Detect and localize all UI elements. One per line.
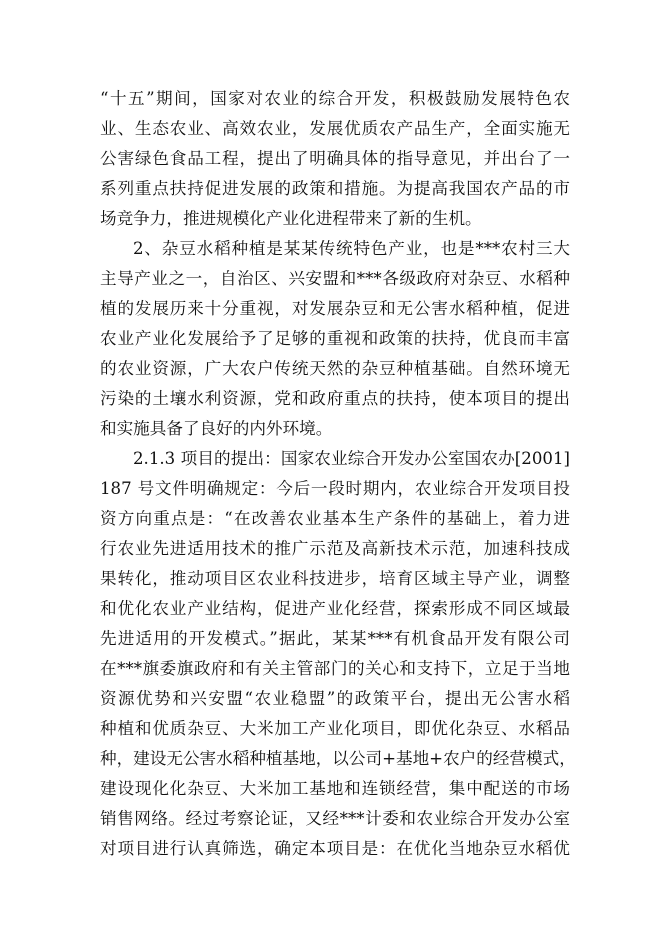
text-line: 和优化农业产业结构，促进产业化经营，探索形成不同区域最 xyxy=(100,599,570,618)
text-line: 污染的土壤水利资源，党和政府重点的扶持，使本项目的提出 xyxy=(100,389,570,408)
body-text xyxy=(100,84,576,864)
text-line: 在***旗委旗政府和有关主管部门的关心和支持下，立足于当地 xyxy=(100,659,570,678)
text-line: 2、杂豆水稻种植是某某传统特色产业，也是***农村三大 xyxy=(133,239,570,258)
text-line: 种植和优质杂豆、大米加工产业化项目，即优化杂豆、水稻品 xyxy=(100,719,570,738)
text-line: 果转化，推动项目区农业科技进步，培育区域主导产业，调整 xyxy=(100,569,570,588)
text-line: 销售网络。经过考察论证，又经***计委和农业综合开发办公室 xyxy=(100,809,570,828)
text-line: 2.1.3 项目的提出：国家农业综合开发办公室国农办[2001] xyxy=(133,449,570,468)
text-line: 资源优势和兴安盟“农业稳盟”的政策平台，提出无公害水稻 xyxy=(100,689,570,708)
text-line: 农业产业化发展给予了足够的重视和政策的扶持，优良而丰富 xyxy=(100,329,570,348)
text-line: 场竞争力，推进规模化产业化进程带来了新的生机。 xyxy=(100,209,482,228)
text-line: 种，建设无公害水稻种植基地，以公司+基地+农户的经营模式， xyxy=(100,749,576,768)
text-line: 行农业先进适用技术的推广示范及高新技术示范，加速科技成 xyxy=(100,539,570,558)
text-line: 和实施具备了良好的内外环境。 xyxy=(100,419,333,438)
text-line: 主导产业之一，自治区、兴安盟和***各级政府对杂豆、水稻种 xyxy=(100,269,570,288)
text-line: “十五”期间，国家对农业的综合开发，积极鼓励发展特色农 xyxy=(100,89,570,108)
text-line: 资方向重点是：“在改善农业基本生产条件的基础上，着力进 xyxy=(100,509,570,528)
text-line: 植的发展历来十分重视，对发展杂豆和无公害水稻种植，促进 xyxy=(100,299,570,318)
text-line: 对项目进行认真筛选，确定本项目是：在优化当地杂豆水稻优 xyxy=(100,839,570,858)
text-line: 187 号文件明确规定：今后一段时期内，农业综合开发项目投 xyxy=(100,479,570,498)
text-line: 先进适用的开发模式。”据此，某某***有机食品开发有限公司 xyxy=(100,629,570,648)
text-line: 系列重点扶持促进发展的政策和措施。为提高我国农产品的市 xyxy=(100,179,570,198)
text-line: 建设现化化杂豆、大米加工基地和连锁经营，集中配送的市场 xyxy=(100,779,570,798)
text-line: 业、生态农业、高效农业，发展优质农产品生产，全面实施无 xyxy=(100,119,570,138)
text-line: 公害绿色食品工程，提出了明确具体的指导意见，并出台了一 xyxy=(100,149,570,168)
text-line: 的农业资源，广大农户传统天然的杂豆种植基础。自然环境无 xyxy=(100,359,570,378)
